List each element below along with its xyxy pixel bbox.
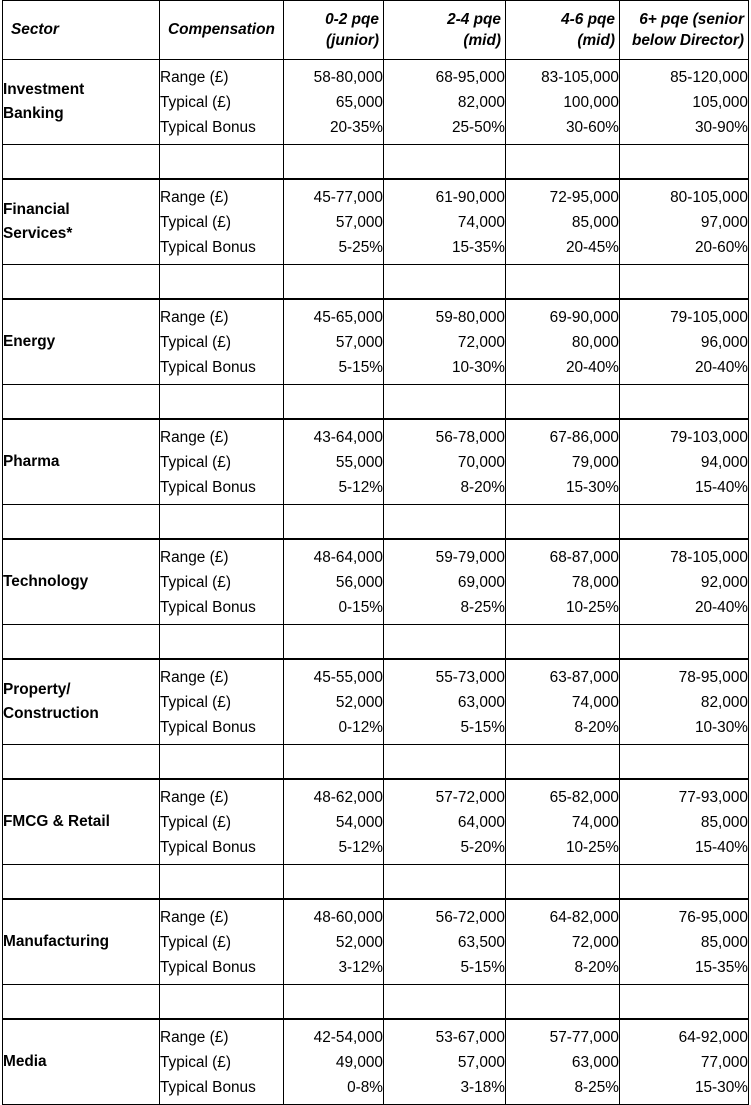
spacer-cell: [620, 625, 749, 660]
spacer-cell: [620, 985, 749, 1020]
band-value: 74,000: [457, 213, 505, 231]
band-value: 78-95,000: [678, 668, 748, 686]
band-value: 15-35%: [451, 238, 505, 256]
band-values: [620, 60, 749, 145]
band-value: 5-20%: [460, 838, 505, 856]
spacer-cell: [284, 985, 384, 1020]
header-band-line1: 0-2 pqe: [325, 11, 379, 28]
band-value: 94,000: [700, 453, 748, 471]
band-value: 15-40%: [694, 478, 748, 496]
spacer-cell: [284, 265, 384, 300]
spacer-cell: [3, 385, 160, 420]
band-values: [506, 899, 620, 985]
band-value: 83-105,000: [541, 68, 619, 86]
header-sector: Sector: [3, 1, 160, 60]
band-value: 72,000: [457, 333, 505, 351]
band-value: 79-103,000: [670, 428, 748, 446]
header-band-line2: (junior): [326, 32, 379, 49]
spacer-cell: [3, 745, 160, 780]
band-value: 80-105,000: [670, 188, 748, 206]
band-value: 56-72,000: [435, 908, 505, 926]
sector-row: [3, 419, 749, 505]
band-value: 48-60,000: [313, 908, 383, 926]
band-value: 64-82,000: [549, 908, 619, 926]
band-value: 53-67,000: [435, 1028, 505, 1046]
band-value: 10-25%: [565, 598, 619, 616]
band-values: [506, 779, 620, 865]
band-value: 68-87,000: [549, 548, 619, 566]
sector-row: [3, 659, 749, 745]
spacer-cell: [3, 505, 160, 540]
band-values: [620, 899, 749, 985]
header-band-line2: below Director): [631, 32, 744, 49]
band-value: 10-25%: [565, 838, 619, 856]
spacer-cell: [160, 625, 284, 660]
band-values: [506, 539, 620, 625]
spacer-cell: [620, 745, 749, 780]
sector-row: [3, 1019, 749, 1105]
band-value: 58-80,000: [313, 68, 383, 86]
band-value: 100,000: [563, 93, 619, 111]
spacer-cell: [284, 625, 384, 660]
metric-label: Typical Bonus: [160, 958, 256, 976]
band-value: 79-105,000: [670, 308, 748, 326]
band-value: 57,000: [457, 1053, 505, 1071]
sector-name-line: Manufacturing: [3, 933, 110, 950]
header-band-6-plus: [620, 1, 749, 60]
spacer-cell: [160, 745, 284, 780]
band-value: 85,000: [700, 813, 748, 831]
band-value: 8-25%: [574, 1078, 619, 1096]
band-values: [620, 179, 749, 265]
band-values: [506, 659, 620, 745]
metric-label: Typical (£): [160, 453, 231, 471]
spacer-cell: [384, 145, 506, 180]
spacer-row: [3, 265, 749, 300]
spacer-cell: [160, 385, 284, 420]
spacer-cell: [160, 265, 284, 300]
metric-label: Typical Bonus: [160, 598, 256, 616]
spacer-row: [3, 865, 749, 900]
sector-row: [3, 60, 749, 145]
spacer-cell: [284, 505, 384, 540]
compensation-labels: [160, 299, 284, 385]
compensation-labels: [160, 539, 284, 625]
band-values: [384, 299, 506, 385]
band-value: 63,000: [571, 1053, 619, 1071]
sector-name-line: FMCG & Retail: [3, 813, 110, 830]
sector-row: [3, 299, 749, 385]
band-value: 69,000: [457, 573, 505, 591]
spacer-cell: [284, 865, 384, 900]
band-value: 10-30%: [451, 358, 505, 376]
band-value: 49,000: [335, 1053, 383, 1071]
band-values: [506, 299, 620, 385]
metric-label: Range (£): [160, 68, 229, 86]
header-band-4-6: [506, 1, 620, 60]
band-value: 85,000: [571, 213, 619, 231]
band-value: 5-12%: [338, 838, 383, 856]
spacer-cell: [160, 865, 284, 900]
band-value: 72,000: [571, 933, 619, 951]
band-values: [620, 779, 749, 865]
metric-label: Range (£): [160, 308, 229, 326]
band-value: 59-80,000: [435, 308, 505, 326]
compensation-labels: [160, 1019, 284, 1105]
band-value: 78,000: [571, 573, 619, 591]
band-value: 63,500: [457, 933, 505, 951]
sector-name-line: Energy: [3, 333, 56, 350]
header-band-0-2: [284, 1, 384, 60]
spacer-cell: [284, 145, 384, 180]
band-value: 20-40%: [565, 358, 619, 376]
band-value: 55-73,000: [435, 668, 505, 686]
band-values: [620, 659, 749, 745]
spacer-cell: [284, 745, 384, 780]
metric-label: Typical Bonus: [160, 358, 256, 376]
band-value: 5-15%: [338, 358, 383, 376]
band-value: 76-95,000: [678, 908, 748, 926]
compensation-labels: [160, 659, 284, 745]
sector-row: [3, 779, 749, 865]
metric-label: Range (£): [160, 668, 229, 686]
metric-label: Typical Bonus: [160, 838, 256, 856]
band-value: 20-40%: [694, 358, 748, 376]
header-band-line1: 6+ pqe (senior: [639, 11, 744, 28]
spacer-cell: [506, 265, 620, 300]
compensation-labels: [160, 60, 284, 145]
band-values: [284, 1019, 384, 1105]
spacer-cell: [384, 745, 506, 780]
band-value: 57-72,000: [435, 788, 505, 806]
band-values: [506, 179, 620, 265]
band-value: 43-64,000: [313, 428, 383, 446]
spacer-cell: [620, 145, 749, 180]
spacer-row: [3, 385, 749, 420]
band-values: [384, 899, 506, 985]
band-values: [284, 299, 384, 385]
compensation-labels: [160, 779, 284, 865]
band-value: 48-64,000: [313, 548, 383, 566]
band-value: 59-79,000: [435, 548, 505, 566]
metric-label: Range (£): [160, 428, 229, 446]
spacer-cell: [384, 985, 506, 1020]
sector-name-line: Banking: [3, 105, 64, 122]
band-value: 77,000: [700, 1053, 748, 1071]
spacer-cell: [620, 265, 749, 300]
metric-label: Typical (£): [160, 693, 231, 711]
sector-name-line: Services*: [3, 225, 73, 242]
band-value: 55,000: [335, 453, 383, 471]
band-value: 0-15%: [338, 598, 383, 616]
spacer-cell: [506, 505, 620, 540]
metric-label: Typical Bonus: [160, 1078, 256, 1096]
band-value: 15-30%: [694, 1078, 748, 1096]
compensation-labels: [160, 899, 284, 985]
band-values: [284, 179, 384, 265]
spacer-row: [3, 745, 749, 780]
band-value: 0-8%: [347, 1078, 383, 1096]
band-values: [384, 539, 506, 625]
sector-name-line: Investment: [3, 81, 85, 98]
sector-name-line: Pharma: [3, 453, 60, 470]
band-value: 57-77,000: [549, 1028, 619, 1046]
metric-label: Range (£): [160, 548, 229, 566]
band-value: 97,000: [700, 213, 748, 231]
band-value: 74,000: [571, 813, 619, 831]
band-values: [620, 539, 749, 625]
spacer-cell: [160, 145, 284, 180]
band-value: 5-15%: [460, 958, 505, 976]
compensation-labels: [160, 419, 284, 505]
band-values: [506, 1019, 620, 1105]
spacer-row: [3, 505, 749, 540]
band-value: 67-86,000: [549, 428, 619, 446]
band-values: [384, 1019, 506, 1105]
band-value: 68-95,000: [435, 68, 505, 86]
band-values: [620, 419, 749, 505]
band-values: [384, 419, 506, 505]
metric-label: Typical (£): [160, 933, 231, 951]
band-value: 63-87,000: [549, 668, 619, 686]
sector-name: [3, 299, 160, 385]
band-value: 15-40%: [694, 838, 748, 856]
band-value: 8-25%: [460, 598, 505, 616]
band-value: 56,000: [335, 573, 383, 591]
metric-label: Typical Bonus: [160, 478, 256, 496]
band-values: [284, 779, 384, 865]
band-value: 77-93,000: [678, 788, 748, 806]
spacer-cell: [384, 625, 506, 660]
band-value: 8-20%: [574, 718, 619, 736]
sector-name-line: Financial: [3, 201, 70, 218]
band-value: 30-90%: [694, 118, 748, 136]
sector-row: [3, 179, 749, 265]
spacer-cell: [506, 145, 620, 180]
band-values: [284, 659, 384, 745]
header-row: [3, 1, 749, 60]
band-values: [620, 1019, 749, 1105]
band-value: 5-12%: [338, 478, 383, 496]
band-value: 69-90,000: [549, 308, 619, 326]
metric-label: Typical (£): [160, 93, 231, 111]
band-value: 48-62,000: [313, 788, 383, 806]
metric-label: Typical Bonus: [160, 718, 256, 736]
header-band-2-4: [384, 1, 506, 60]
band-value: 15-35%: [694, 958, 748, 976]
spacer-cell: [384, 865, 506, 900]
metric-label: Range (£): [160, 908, 229, 926]
band-value: 57,000: [335, 333, 383, 351]
spacer-cell: [384, 505, 506, 540]
spacer-cell: [160, 505, 284, 540]
band-value: 5-25%: [338, 238, 383, 256]
band-value: 20-60%: [694, 238, 748, 256]
spacer-cell: [506, 385, 620, 420]
sector-name-line: Technology: [3, 573, 89, 590]
spacer-cell: [3, 985, 160, 1020]
band-value: 96,000: [700, 333, 748, 351]
sector-name: [3, 899, 160, 985]
band-value: 56-78,000: [435, 428, 505, 446]
band-values: [384, 60, 506, 145]
band-value: 72-95,000: [549, 188, 619, 206]
band-value: 42-54,000: [313, 1028, 383, 1046]
spacer-cell: [506, 745, 620, 780]
band-values: [506, 419, 620, 505]
band-value: 70,000: [457, 453, 505, 471]
band-value: 20-35%: [329, 118, 383, 136]
sector-row: [3, 539, 749, 625]
sector-name-line: Media: [3, 1053, 47, 1070]
band-value: 10-30%: [694, 718, 748, 736]
header-compensation: Compensation: [160, 1, 284, 60]
band-value: 85,000: [700, 933, 748, 951]
header-band-line2: (mid): [577, 32, 615, 49]
band-value: 79,000: [571, 453, 619, 471]
spacer-cell: [384, 265, 506, 300]
band-values: [284, 419, 384, 505]
metric-label: Typical (£): [160, 213, 231, 231]
band-value: 64,000: [457, 813, 505, 831]
header-band-line2: (mid): [463, 32, 501, 49]
metric-label: Typical (£): [160, 573, 231, 591]
spacer-row: [3, 625, 749, 660]
band-value: 52,000: [335, 933, 383, 951]
band-values: [620, 299, 749, 385]
band-value: 82,000: [457, 93, 505, 111]
spacer-cell: [506, 625, 620, 660]
metric-label: Typical (£): [160, 813, 231, 831]
metric-label: Range (£): [160, 188, 229, 206]
spacer-cell: [3, 625, 160, 660]
sector-name: [3, 179, 160, 265]
spacer-cell: [506, 985, 620, 1020]
band-value: 20-45%: [565, 238, 619, 256]
spacer-cell: [620, 385, 749, 420]
sector-name: [3, 659, 160, 745]
spacer-cell: [506, 865, 620, 900]
band-value: 63,000: [457, 693, 505, 711]
compensation-labels: [160, 179, 284, 265]
band-value: 3-12%: [338, 958, 383, 976]
sector-name: [3, 779, 160, 865]
sector-row: [3, 899, 749, 985]
sector-name: [3, 60, 160, 145]
spacer-cell: [620, 865, 749, 900]
band-value: 61-90,000: [435, 188, 505, 206]
band-value: 45-65,000: [313, 308, 383, 326]
band-value: 64-92,000: [678, 1028, 748, 1046]
band-values: [384, 179, 506, 265]
band-value: 3-18%: [460, 1078, 505, 1096]
table-body: [3, 60, 749, 1105]
sector-name: [3, 419, 160, 505]
band-value: 80,000: [571, 333, 619, 351]
sector-name-line: Construction: [3, 705, 99, 722]
sector-name-line: Property/: [3, 681, 71, 698]
band-value: 65-82,000: [549, 788, 619, 806]
band-value: 54,000: [335, 813, 383, 831]
metric-label: Typical (£): [160, 333, 231, 351]
band-value: 92,000: [700, 573, 748, 591]
sector-name: [3, 539, 160, 625]
band-value: 45-77,000: [313, 188, 383, 206]
spacer-cell: [160, 985, 284, 1020]
band-value: 65,000: [335, 93, 383, 111]
header-band-line1: 4-6 pqe: [561, 11, 615, 28]
spacer-row: [3, 985, 749, 1020]
band-value: 45-55,000: [313, 668, 383, 686]
spacer-cell: [3, 265, 160, 300]
metric-label: Range (£): [160, 788, 229, 806]
spacer-cell: [284, 385, 384, 420]
spacer-cell: [620, 505, 749, 540]
band-value: 15-30%: [565, 478, 619, 496]
band-value: 5-15%: [460, 718, 505, 736]
band-value: 52,000: [335, 693, 383, 711]
spacer-cell: [3, 865, 160, 900]
spacer-cell: [384, 385, 506, 420]
band-value: 82,000: [700, 693, 748, 711]
band-values: [284, 899, 384, 985]
band-value: 8-20%: [574, 958, 619, 976]
band-value: 57,000: [335, 213, 383, 231]
band-value: 74,000: [571, 693, 619, 711]
metric-label: Range (£): [160, 1028, 229, 1046]
metric-label: Typical Bonus: [160, 238, 256, 256]
metric-label: Typical Bonus: [160, 118, 256, 136]
band-values: [384, 659, 506, 745]
sector-name: [3, 1019, 160, 1105]
band-value: 85-120,000: [670, 68, 748, 86]
header-band-line1: 2-4 pqe: [447, 11, 501, 28]
band-value: 8-20%: [460, 478, 505, 496]
band-value: 25-50%: [451, 118, 505, 136]
band-values: [506, 60, 620, 145]
band-values: [284, 60, 384, 145]
band-value: 105,000: [692, 93, 748, 111]
metric-label: Typical (£): [160, 1053, 231, 1071]
band-value: 30-60%: [565, 118, 619, 136]
band-value: 20-40%: [694, 598, 748, 616]
band-values: [384, 779, 506, 865]
band-values: [284, 539, 384, 625]
spacer-cell: [3, 145, 160, 180]
spacer-row: [3, 145, 749, 180]
band-value: 78-105,000: [670, 548, 748, 566]
compensation-table: [2, 0, 749, 1105]
band-value: 0-12%: [338, 718, 383, 736]
